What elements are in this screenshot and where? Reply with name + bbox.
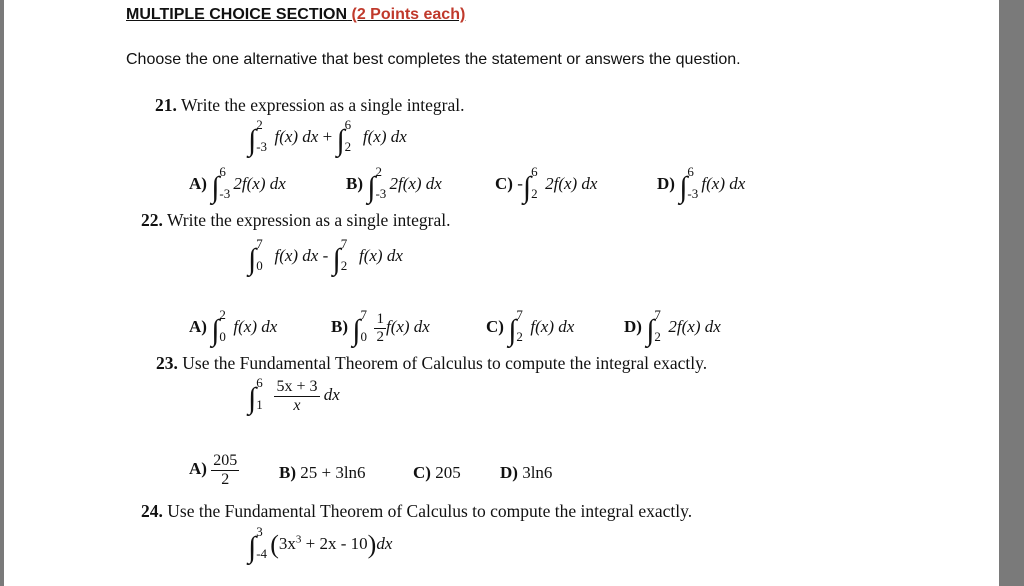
question-21: [155, 95, 465, 116]
question-number: 21.: [155, 95, 177, 115]
integrand: f(x) dx: [362, 126, 407, 146]
integral-sign: ∫: [248, 123, 257, 157]
q21-option-b[interactable]: B) ∫ 2 -3 2f(x) dx: [346, 164, 442, 204]
question-number: 24.: [141, 501, 163, 521]
question-text: Use the Fundamental Theorem of Calculus to compute the integral exactly.: [182, 353, 708, 373]
right-window-edge: [999, 0, 1024, 586]
question-text: Write the expression as a single integral.: [180, 95, 465, 115]
q22-option-d[interactable]: D) ∫ 7 2 2f(x) dx: [624, 307, 721, 347]
section-points: (2 Points each): [351, 6, 466, 23]
question-text: Write the expression as a single integral.: [166, 210, 451, 230]
q21-option-c[interactable]: C) -∫ 6 2 2f(x) dx: [495, 164, 598, 204]
section-title-text: MULTIPLE CHOICE SECTION: [126, 6, 348, 23]
q21-option-d[interactable]: D) ∫ 6 -3 f(x) dx: [657, 164, 746, 204]
integral-limits: 6 2: [344, 117, 352, 154]
q24-expression: ∫ 3 -4 $(3x^3 + 2x - 10)dx$: [248, 524, 393, 564]
operator: +: [322, 126, 333, 146]
question-23: [156, 353, 707, 374]
q22-option-c[interactable]: C) ∫ 7 2 f(x) dx: [486, 307, 575, 347]
q22-expression: ∫ 7 0 f(x) dx - ∫ 7 2 f(x) dx: [248, 236, 403, 276]
question-number: 23.: [156, 353, 178, 373]
q23-option-a[interactable]: A) $\frac{205}{2}$: [189, 452, 238, 488]
q22-option-a[interactable]: A) ∫ 2 0 f(x) dx: [189, 307, 278, 347]
instructions: Choose the one alternative that best completes the statement or answers the question.: [126, 51, 741, 68]
q23-option-b[interactable]: B) 25 + 3ln6: [279, 463, 366, 482]
q23-expression: ∫ 6 1 $\frac{5x + 3}{x}$ dx: [248, 375, 340, 415]
integral-sign: ∫: [336, 123, 345, 157]
q23-option-c[interactable]: C) 205: [413, 463, 461, 482]
q21-option-a[interactable]: A) ∫ 6 -3 2f(x) dx: [189, 164, 286, 204]
section-title: [126, 6, 465, 24]
integral-limits: 2 -3: [256, 117, 268, 154]
q22-option-b[interactable]: B) ∫ 7 0 $\frac{1}{2}$ f(x) dx: [331, 307, 430, 347]
question-22: [141, 210, 451, 231]
q23-option-d[interactable]: D) 3ln6: [500, 463, 553, 482]
integrand: f(x) dx: [274, 126, 319, 146]
question-text: Use the Fundamental Theorem of Calculus to compute the integral exactly.: [167, 501, 693, 521]
document-page: [4, 0, 999, 586]
question-number: 22.: [141, 210, 163, 230]
q21-expression: [248, 117, 407, 157]
question-24: [141, 501, 692, 522]
